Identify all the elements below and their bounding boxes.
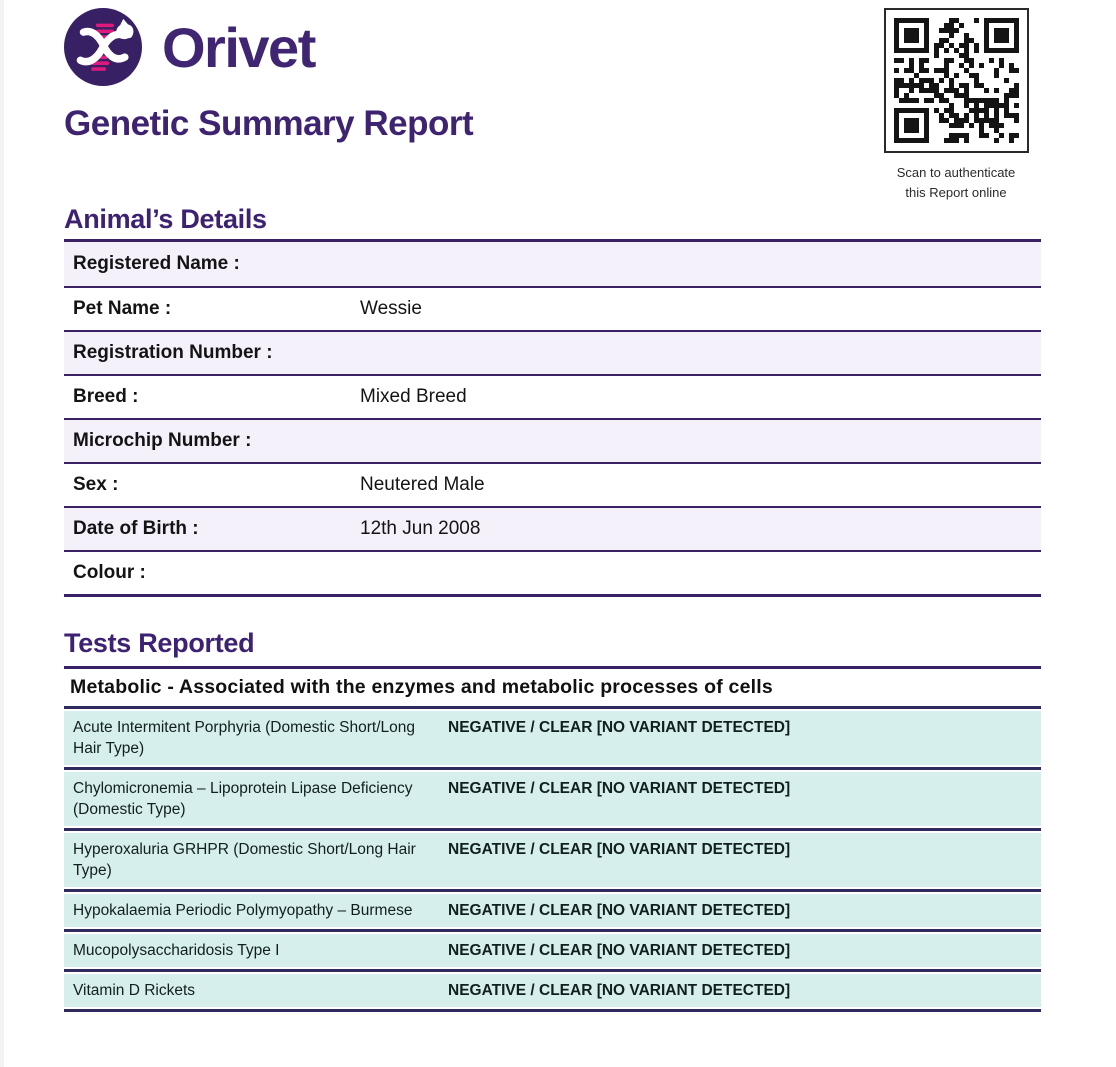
detail-value: Wessie <box>360 298 422 319</box>
qr-caption-line2: this Report online <box>905 184 1007 200</box>
test-result: NEGATIVE / CLEAR [NO VARIANT DETECTED] <box>448 719 791 736</box>
detail-value: 12th Jun 2008 <box>360 518 481 539</box>
test-result: NEGATIVE / CLEAR [NO VARIANT DETECTED] <box>448 942 791 959</box>
animal-details-heading: Animal’s Details <box>64 204 267 234</box>
test-name: Acute Intermitent Porphyria (Domestic Short/Long Hair Type) <box>73 719 416 757</box>
detail-row-breed <box>64 374 1041 418</box>
detail-label: Microchip Number : <box>73 430 252 451</box>
test-row <box>64 828 1041 889</box>
tests-table <box>64 666 1041 1012</box>
detail-label: Sex : <box>73 474 119 495</box>
test-row <box>64 889 1041 929</box>
test-name: Chylomicronemia – Lipoprotein Lipase Deficiency (Domestic Type) <box>73 780 413 818</box>
detail-row-pet-name <box>64 286 1041 330</box>
test-result: NEGATIVE / CLEAR [NO VARIANT DETECTED] <box>448 841 791 858</box>
test-name: Hyperoxaluria GRHPR (Domestic Short/Long Hair Type) <box>73 841 416 879</box>
test-category-header: Metabolic - Associated with the enzymes and metabolic processes of cells <box>64 669 1041 709</box>
test-result: NEGATIVE / CLEAR [NO VARIANT DETECTED] <box>448 780 791 797</box>
test-result: NEGATIVE / CLEAR [NO VARIANT DETECTED] <box>448 982 791 999</box>
test-result: NEGATIVE / CLEAR [NO VARIANT DETECTED] <box>448 902 791 919</box>
test-row <box>64 709 1041 767</box>
animal-details-section <box>64 204 1041 597</box>
test-name: Mucopolysaccharidosis Type I <box>73 942 280 959</box>
detail-row-registered-name <box>64 242 1041 286</box>
detail-value: Neutered Male <box>360 474 485 495</box>
detail-row-colour <box>64 550 1041 594</box>
tests-reported-heading: Tests Reported <box>64 628 255 658</box>
detail-row-date-of-birth <box>64 506 1041 550</box>
qr-caption-line1: Scan to authenticate <box>896 165 1016 180</box>
detail-value: Mixed Breed <box>360 386 467 407</box>
detail-row-microchip-number <box>64 418 1041 462</box>
detail-label: Colour : <box>73 562 146 583</box>
detail-label: Date of Birth : <box>73 518 199 539</box>
test-name: Vitamin D Rickets <box>73 982 196 999</box>
page-title: Genetic Summary Report <box>64 104 474 143</box>
qr-authentication-block <box>856 8 1056 202</box>
orivet-dna-dog-logo-icon <box>64 8 142 86</box>
detail-label: Registration Number : <box>73 342 273 363</box>
qr-code <box>884 8 1029 153</box>
detail-label: Breed : <box>73 386 139 407</box>
detail-label: Registered Name : <box>73 253 240 274</box>
tests-reported-section <box>64 628 1041 1012</box>
test-name: Hypokalaemia Periodic Polymyopathy – Burmese <box>73 902 413 919</box>
test-row <box>64 767 1041 828</box>
detail-row-sex <box>64 462 1041 506</box>
qr-caption <box>856 163 1056 202</box>
detail-row-registration-number <box>64 330 1041 374</box>
animal-details-table <box>64 239 1041 597</box>
test-row <box>64 929 1041 969</box>
test-row <box>64 969 1041 1009</box>
brand-wordmark: Orivet <box>162 15 315 79</box>
detail-label: Pet Name : <box>73 298 172 319</box>
